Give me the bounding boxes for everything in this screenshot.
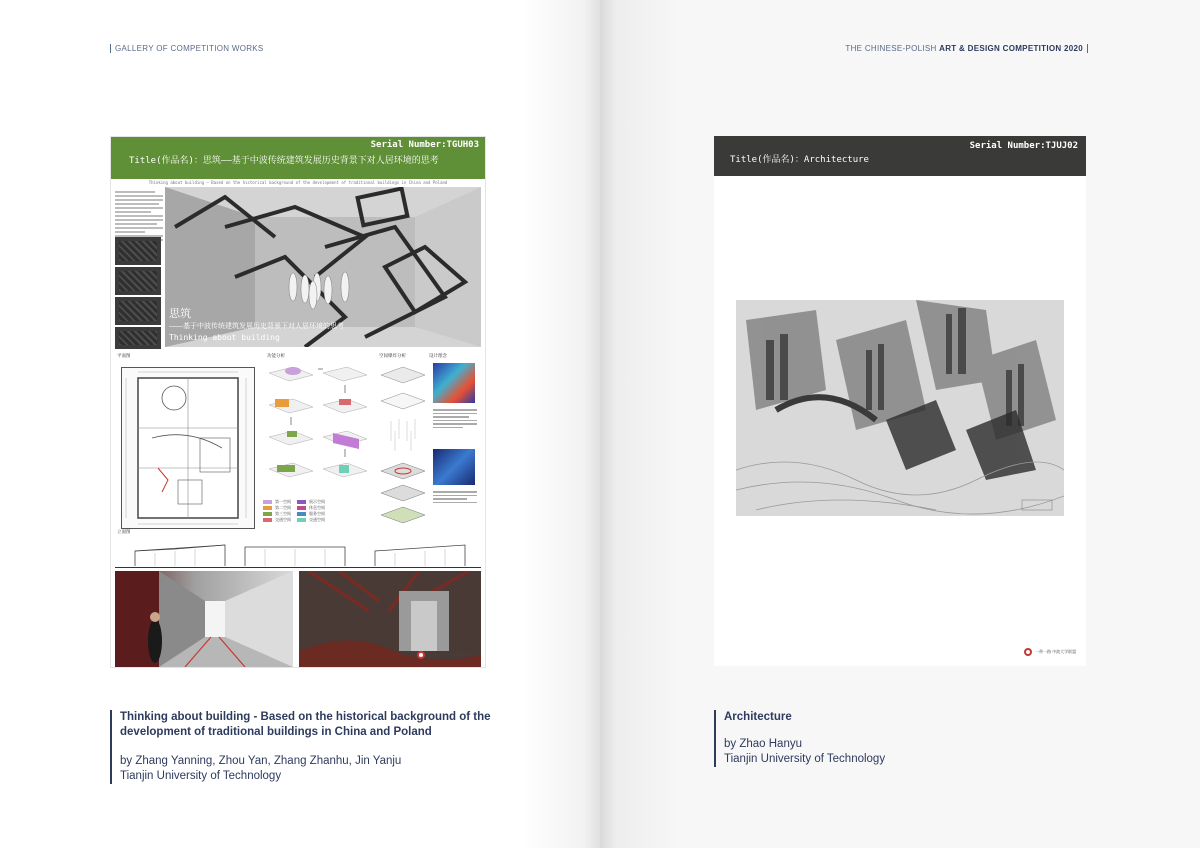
artwork-pencil-drawing xyxy=(736,300,1064,516)
serial-number: Serial Number:TJUJ02 xyxy=(969,141,1078,151)
legend-item: 休息空间 xyxy=(297,505,325,511)
site-map-thumbnail xyxy=(115,297,161,325)
serial-number: Serial Number:TGUH03 xyxy=(370,140,479,150)
site-map-thumbnail xyxy=(115,237,161,265)
night-image xyxy=(433,449,475,485)
concept-text xyxy=(433,491,477,505)
logo-mark-icon xyxy=(1024,648,1032,656)
work-title: Thinking about building - Based on the historical background of the development of traditional buildings in China and Poland xyxy=(120,711,491,738)
consortium-logo: 一带一路 中波大学联盟 xyxy=(1024,648,1076,656)
heatmap-image xyxy=(433,363,475,403)
legend-item: 展示空间 xyxy=(297,499,325,505)
space-section-label: 空间爆炸分析 xyxy=(379,354,406,359)
work-authors: by Zhao Hanyu xyxy=(724,738,802,750)
work-title: Architecture xyxy=(724,711,792,723)
space-explosion-diagram xyxy=(377,361,429,527)
legend-item: 第一空间 xyxy=(263,499,291,505)
hero-title-cn: 思筑 xyxy=(169,308,191,320)
legend-item: 第三空间 xyxy=(263,511,291,517)
poster-title: Title(作品名)：Architecture xyxy=(730,155,869,165)
legend-item: 交通空间 xyxy=(297,517,325,523)
poster-subtitle: Thinking about building — Based on the historical background of the development of traditional buildings in China and Poland xyxy=(148,180,448,185)
right-poster[interactable] xyxy=(714,136,1086,666)
poster-title: Title(作品名)：思筑——基于中波传统建筑发展历史背景下对人居环境的思考 xyxy=(129,156,439,166)
legend-item: 第二空间 xyxy=(263,505,291,511)
work-credits xyxy=(120,754,520,784)
running-head-right: THE CHINESE-POLISH ART & DESIGN COMPETITION 2020 xyxy=(845,44,1088,53)
poster-title-banner xyxy=(714,136,1086,176)
left-work-caption xyxy=(110,710,520,784)
work-credits xyxy=(724,737,1024,767)
site-map-thumbnail xyxy=(115,267,161,295)
legend-item: 服务空间 xyxy=(297,511,325,517)
design-concept-panel xyxy=(431,361,481,527)
left-poster[interactable] xyxy=(110,136,486,668)
function-legend xyxy=(263,499,373,525)
elevation-drawing xyxy=(115,535,481,568)
function-section-label: 功能分析 xyxy=(267,354,285,359)
poster-title-banner xyxy=(111,137,485,179)
running-head-left: GALLERY OF COMPETITION WORKS xyxy=(110,44,264,53)
hero-subtitle-cn: ——基于中波传统建筑发展历史背景下对人居环境的思考 xyxy=(169,323,344,330)
floor-plan-drawing xyxy=(121,367,255,529)
logo-mark-icon xyxy=(417,651,425,659)
hero-title-en: Thinking about building xyxy=(169,333,280,342)
work-authors: by Zhang Yanning, Zhou Yan, Zhang Zhanhu, Jin Yanju xyxy=(120,755,402,767)
hero-rendering xyxy=(165,187,481,347)
work-school: Tianjin University of Technology xyxy=(120,770,282,782)
work-school: Tianjin University of Technology xyxy=(724,753,886,765)
consortium-logo: 一带一路 中波大学联盟 xyxy=(417,651,469,659)
elevation-section-label: 立面图 xyxy=(117,530,131,535)
right-work-caption xyxy=(714,710,1024,767)
interior-photo-corridor xyxy=(115,571,293,667)
design-section-label: 设计理念 xyxy=(429,354,447,359)
plan-section-label: 平面图 xyxy=(117,354,131,359)
concept-text xyxy=(433,409,477,430)
site-map-thumbnail xyxy=(115,327,161,349)
legend-item: 交通空间 xyxy=(263,517,291,523)
function-analysis-diagram xyxy=(263,361,373,497)
